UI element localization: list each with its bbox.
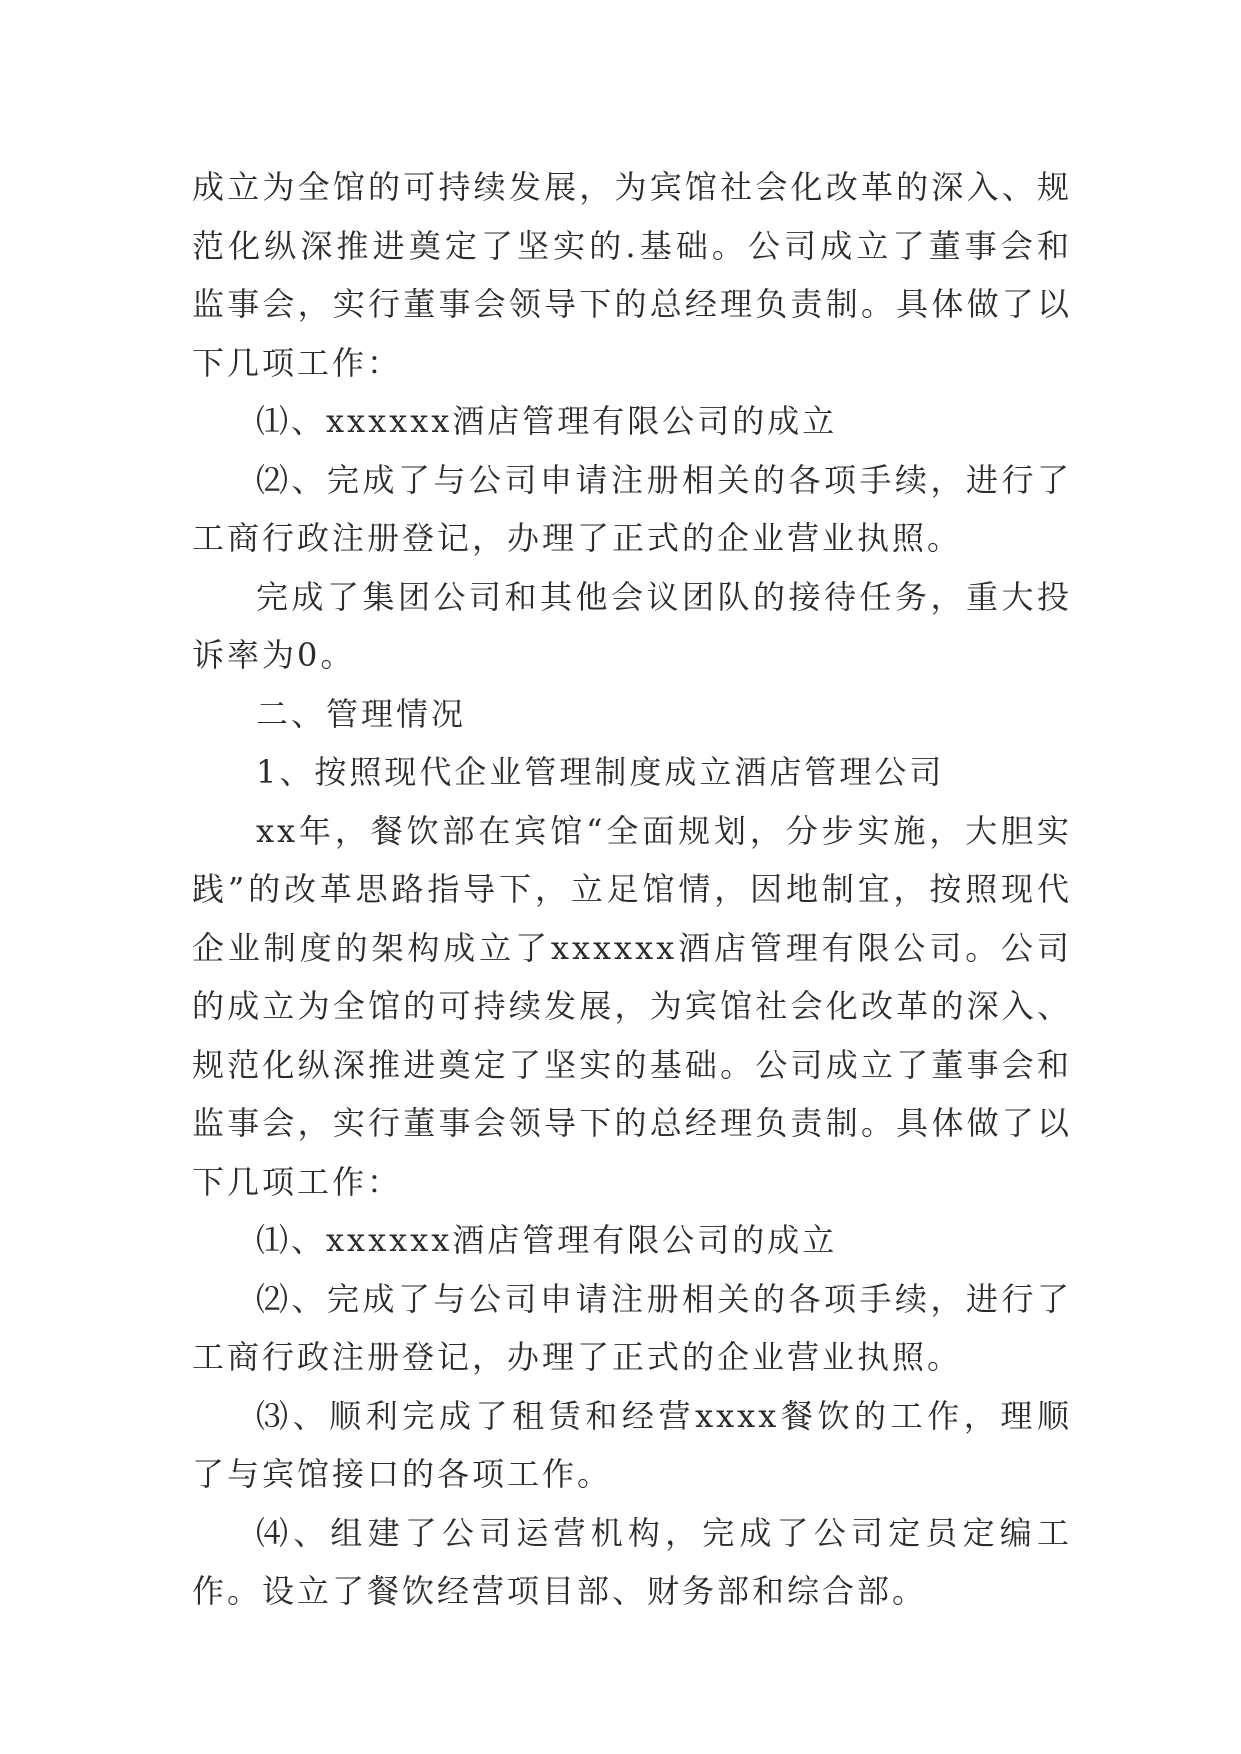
paragraph: ⑷、组建了公司运营机构，完成了公司定员定编工作。设立了餐饮经营项目部、财务部和综合部。 <box>192 1513 1072 1610</box>
subsection-heading: 1、按照现代企业管理制度成立酒店管理公司 <box>256 753 945 791</box>
paragraph: ⑴、xxxxxx酒店管理有限公司的成立 <box>256 1221 838 1259</box>
section-heading: 二、管理情况 <box>256 694 467 733</box>
paragraph: ⑵、完成了与公司申请注册相关的各项手续，进行了工商行政注册登记，办理了正式的企业营业执照。 <box>192 1279 1072 1376</box>
paragraph: xx年，餐饮部在宾馆“全面规划，分步实施，大胆实践”的改革思路指导下，立足馆情，因地制宜，按照现代企业制度的架构成立了xxxxxx酒店管理有限公司。公司的成立为全馆的可持续发展，为宾馆社会化改革的深入、规范化纵深推进奠定了坚实的基础。公司成立了董事会和监事会，实行董事会领导下的总经理负责制。具体做了以下几项工作： <box>192 811 1072 1201</box>
paragraph: 成立为全馆的可持续发展，为宾馆社会化改革的深入、规范化纵深推进奠定了坚实的.基础。公司成立了董事会和监事会，实行董事会领导下的总经理负责制。具体做了以下几项工作： <box>192 168 1072 382</box>
paragraph: ⑴、xxxxxx酒店管理有限公司的成立 <box>256 402 838 440</box>
paragraph: 完成了集团公司和其他会议团队的接待任务，重大投诉率为0。 <box>192 577 1072 674</box>
paragraph: ⑶、顺利完成了租赁和经营xxxx餐饮的工作，理顺了与宾馆接口的各项工作。 <box>192 1396 1072 1493</box>
document-body <box>192 158 1072 1621</box>
paragraph: ⑵、完成了与公司申请注册相关的各项手续，进行了工商行政注册登记，办理了正式的企业营业执照。 <box>192 460 1072 557</box>
